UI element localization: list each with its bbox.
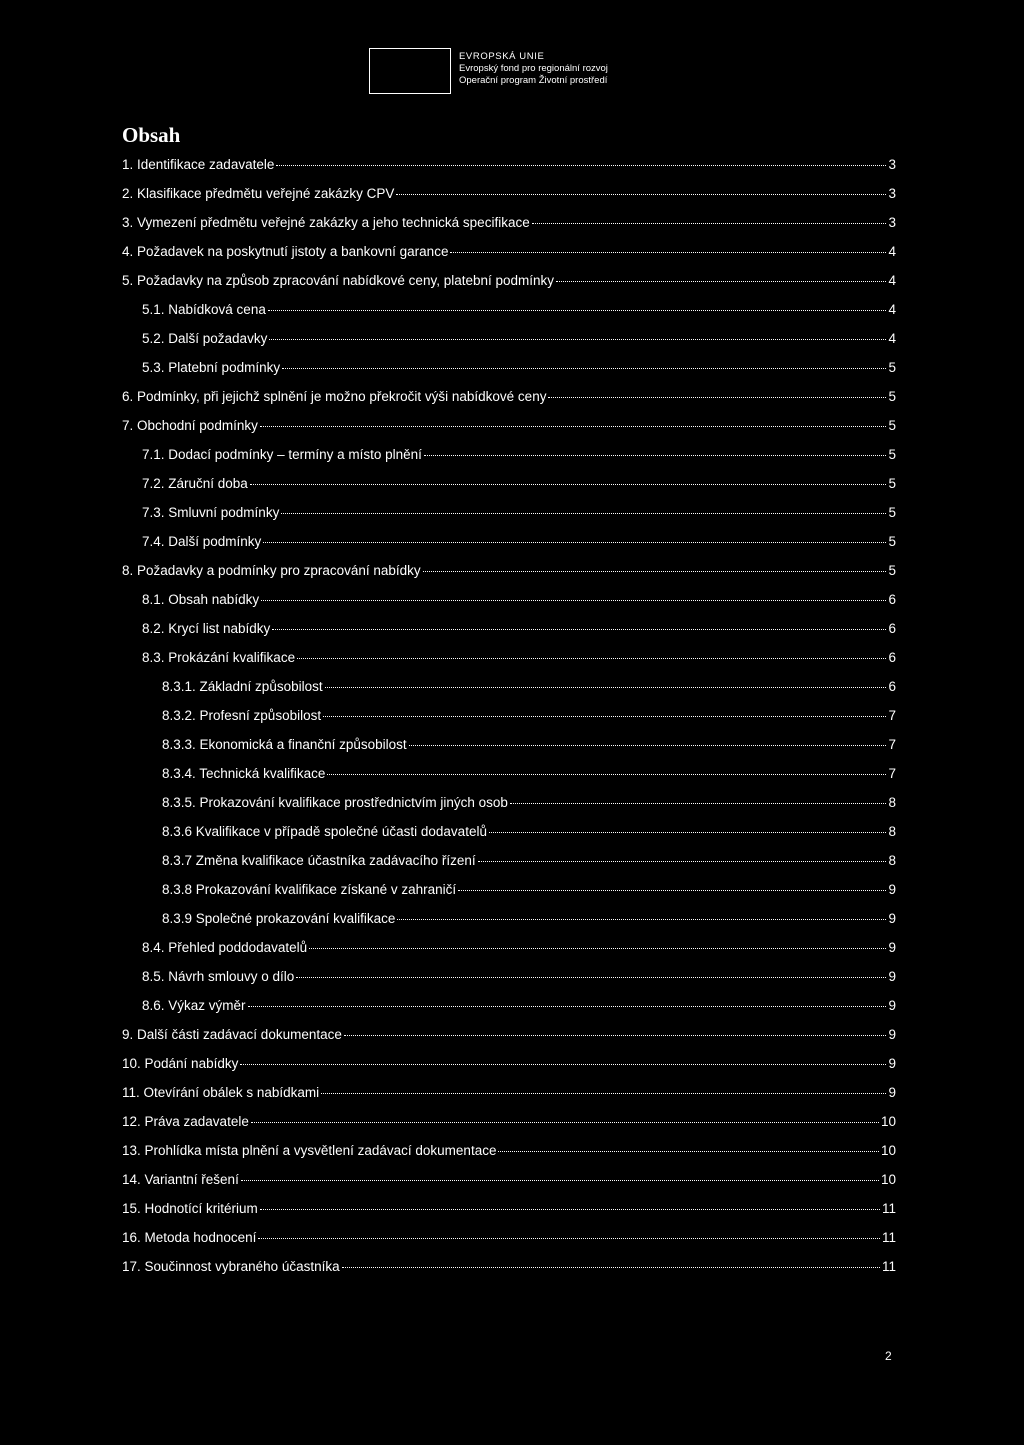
toc-dot-leader (498, 1150, 879, 1152)
toc-entry-title: 10. Podání nabídky (122, 1056, 239, 1071)
toc-dot-leader (263, 541, 886, 543)
toc-entry-page: 3 (888, 215, 896, 230)
toc-entry-title: 15. Hodnotící kritérium (122, 1201, 258, 1216)
toc-entry-page: 10 (880, 1143, 896, 1158)
toc-dot-leader (323, 715, 886, 717)
toc-entry[interactable] (122, 411, 896, 440)
toc-dot-leader (458, 889, 886, 891)
eu-line-3: Operační program Životní prostředí (459, 75, 608, 86)
toc-entry[interactable] (122, 991, 896, 1020)
toc-dot-leader (424, 454, 887, 456)
toc-entry[interactable] (122, 1049, 896, 1078)
toc-entry[interactable] (122, 1165, 896, 1194)
toc-entry-page: 5 (888, 563, 896, 578)
toc-entry-title: 13. Prohlídka místa plnění a vysvětlení zadávací dokumentace (122, 1143, 497, 1158)
toc-entry-page: 11 (881, 1259, 896, 1274)
toc-entry-title: 6. Podmínky, při jejichž splnění je možno překročit výši nabídkové ceny (122, 389, 547, 404)
toc-dot-leader (269, 338, 886, 340)
toc-entry[interactable] (122, 875, 896, 904)
toc-dot-leader (327, 773, 886, 775)
toc-entry-page: 5 (888, 360, 896, 375)
toc-entry-page: 4 (888, 302, 896, 317)
toc-entry-page: 5 (888, 476, 896, 491)
toc-dot-leader (296, 976, 886, 978)
toc-dot-leader (556, 280, 886, 282)
toc-entry[interactable] (122, 933, 896, 962)
toc-dot-leader (489, 831, 887, 833)
toc-entry-title: 8.3.2. Profesní způsobilost (162, 708, 322, 723)
toc-entry[interactable] (122, 1020, 896, 1049)
toc-entry[interactable] (122, 527, 896, 556)
page-number: 2 (885, 1349, 892, 1363)
toc-entry-title: 8.3.7 Změna kvalifikace účastníka zadávacího řízení (162, 853, 476, 868)
toc-dot-leader (276, 164, 886, 166)
toc-entry[interactable] (122, 904, 896, 933)
toc-entry[interactable] (122, 817, 896, 846)
toc-dot-leader (241, 1179, 879, 1181)
toc-entry-title: 5.1. Nabídková cena (142, 302, 266, 317)
eu-flag-logo (369, 48, 451, 94)
toc-entry-page: 4 (888, 331, 896, 346)
toc-entry[interactable] (122, 353, 896, 382)
toc-dot-leader (268, 309, 887, 311)
toc-entry-page: 6 (888, 621, 896, 636)
toc-entry-page: 5 (888, 447, 896, 462)
toc-entry[interactable] (122, 208, 896, 237)
toc-dot-leader (309, 947, 886, 949)
toc-entry-title: 8.3.3. Ekonomická a finanční způsobilost (162, 737, 407, 752)
toc-dot-leader (251, 1121, 879, 1123)
toc-dot-leader (261, 599, 886, 601)
toc-entry[interactable] (122, 1107, 896, 1136)
toc-entry[interactable] (122, 498, 896, 527)
toc-entry-page: 11 (881, 1230, 896, 1245)
toc-dot-leader (397, 918, 886, 920)
toc-entry-page: 5 (888, 418, 896, 433)
toc-entry[interactable] (122, 469, 896, 498)
toc-entry[interactable] (122, 962, 896, 991)
toc-entry-title: 7.2. Záruční doba (142, 476, 248, 491)
eu-line-2: Evropský fond pro regionální rozvoj (459, 63, 608, 74)
toc-entry-page: 3 (888, 186, 896, 201)
toc-entry-title: 8.5. Návrh smlouvy o dílo (142, 969, 295, 984)
toc-entry-title: 9. Další části zadávací dokumentace (122, 1027, 342, 1042)
toc-heading: Obsah (122, 123, 181, 147)
toc-entry-page: 7 (888, 766, 896, 781)
toc-entry-page: 7 (888, 737, 896, 752)
toc-entry-title: 7.3. Smluvní podmínky (142, 505, 280, 520)
toc-entry-page: 9 (888, 882, 896, 897)
toc-entry[interactable] (122, 1252, 896, 1281)
toc-entry-title: 8.3.6 Kvalifikace v případě společné účasti dodavatelů (162, 824, 487, 839)
toc-entry-title: 16. Metoda hodnocení (122, 1230, 257, 1245)
toc-entry-page: 10 (880, 1114, 896, 1129)
toc-entry-page: 3 (888, 157, 896, 172)
toc-entry-title: 5.2. Další požadavky (142, 331, 268, 346)
toc-dot-leader (478, 860, 887, 862)
toc-entry[interactable] (122, 440, 896, 469)
toc-entry-title: 12. Práva zadavatele (122, 1114, 249, 1129)
toc-entry[interactable] (122, 1078, 896, 1107)
toc-entry-title: 2. Klasifikace předmětu veřejné zakázky CPV (122, 186, 395, 201)
toc-entry-page: 7 (888, 708, 896, 723)
toc-dot-leader (258, 1237, 880, 1239)
toc-entry-page: 4 (888, 273, 896, 288)
toc-entry-page: 5 (888, 534, 896, 549)
toc-entry-page: 5 (888, 389, 896, 404)
toc-entry[interactable] (122, 730, 896, 759)
toc-entry-page: 8 (888, 795, 896, 810)
toc-entry-title: 8.3.4. Technická kvalifikace (162, 766, 326, 781)
toc-entry-page: 9 (888, 940, 896, 955)
toc-dot-leader (240, 1063, 886, 1065)
toc-entry[interactable] (122, 614, 896, 643)
toc-entry-title: 8. Požadavky a podmínky pro zpracování nabídky (122, 563, 421, 578)
toc-entry-page: 8 (888, 853, 896, 868)
toc-entry[interactable] (122, 324, 896, 353)
toc-dot-leader (321, 1092, 886, 1094)
toc-dot-leader (450, 251, 886, 253)
toc-entry[interactable] (122, 382, 896, 411)
toc-dot-leader (248, 1005, 887, 1007)
toc-entry-title: 8.2. Krycí list nabídky (142, 621, 271, 636)
toc-entry-page: 9 (888, 969, 896, 984)
table-of-contents (122, 150, 896, 1281)
toc-entry-title: 4. Požadavek na poskytnutí jistoty a bankovní garance (122, 244, 449, 259)
toc-entry-title: 14. Variantní řešení (122, 1172, 239, 1187)
toc-entry-title: 8.1. Obsah nabídky (142, 592, 260, 607)
toc-entry[interactable] (122, 788, 896, 817)
toc-entry-title: 1. Identifikace zadavatele (122, 157, 275, 172)
toc-entry-page: 4 (888, 244, 896, 259)
toc-entry[interactable] (122, 179, 896, 208)
toc-dot-leader (250, 483, 887, 485)
toc-entry-title: 7.1. Dodací podmínky – termíny a místo plnění (142, 447, 422, 462)
toc-entry[interactable] (122, 556, 896, 585)
toc-entry-title: 7. Obchodní podmínky (122, 418, 258, 433)
toc-dot-leader (260, 1208, 880, 1210)
toc-dot-leader (510, 802, 887, 804)
toc-dot-leader (342, 1266, 880, 1268)
toc-dot-leader (532, 222, 887, 224)
toc-dot-leader (282, 367, 886, 369)
toc-entry[interactable] (122, 237, 896, 266)
toc-entry-page: 9 (888, 1085, 896, 1100)
toc-dot-leader (396, 193, 886, 195)
toc-entry[interactable] (122, 701, 896, 730)
toc-entry-title: 17. Součinnost vybraného účastníka (122, 1259, 340, 1274)
toc-dot-leader (272, 628, 886, 630)
toc-dot-leader (297, 657, 886, 659)
toc-entry[interactable] (122, 1136, 896, 1165)
toc-entry-page: 9 (888, 911, 896, 926)
toc-entry-page: 5 (888, 505, 896, 520)
toc-entry-page: 10 (880, 1172, 896, 1187)
toc-dot-leader (281, 512, 886, 514)
toc-dot-leader (548, 396, 886, 398)
toc-entry-title: 3. Vymezení předmětu veřejné zakázky a jeho technická specifikace (122, 215, 530, 230)
toc-entry-title: 8.3.5. Prokazování kvalifikace prostřednictvím jiných osob (162, 795, 508, 810)
toc-entry-title: 5.3. Platební podmínky (142, 360, 281, 375)
toc-entry[interactable] (122, 759, 896, 788)
toc-entry-page: 8 (888, 824, 896, 839)
toc-entry-page: 6 (888, 592, 896, 607)
eu-line-1: EVROPSKÁ UNIE (459, 51, 545, 62)
toc-entry-title: 8.3.8 Prokazování kvalifikace získané v zahraničí (162, 882, 457, 897)
toc-entry-title: 8.3.1. Základní způsobilost (162, 679, 323, 694)
toc-entry-title: 8.3. Prokázání kvalifikace (142, 650, 296, 665)
toc-entry-page: 9 (888, 1056, 896, 1071)
toc-entry[interactable] (122, 1223, 896, 1252)
toc-entry-page: 9 (888, 998, 896, 1013)
toc-entry[interactable] (122, 643, 896, 672)
toc-entry-page: 6 (888, 679, 896, 694)
toc-entry[interactable] (122, 672, 896, 701)
toc-entry-page: 6 (888, 650, 896, 665)
toc-entry[interactable] (122, 1194, 896, 1223)
toc-entry[interactable] (122, 295, 896, 324)
toc-entry-title: 8.4. Přehled poddodavatelů (142, 940, 308, 955)
toc-entry[interactable] (122, 846, 896, 875)
toc-dot-leader (409, 744, 887, 746)
toc-entry-title: 8.6. Výkaz výměr (142, 998, 246, 1013)
toc-dot-leader (260, 425, 887, 427)
toc-entry[interactable] (122, 150, 896, 179)
toc-entry-title: 8.3.9 Společné prokazování kvalifikace (162, 911, 396, 926)
toc-entry-title: 7.4. Další podmínky (142, 534, 262, 549)
toc-entry-page: 11 (881, 1201, 896, 1216)
toc-entry[interactable] (122, 585, 896, 614)
toc-dot-leader (423, 570, 887, 572)
toc-entry[interactable] (122, 266, 896, 295)
toc-entry-title: 5. Požadavky na způsob zpracování nabídkové ceny, platební podmínky (122, 273, 555, 288)
toc-entry-title: 11. Otevírání obálek s nabídkami (122, 1085, 320, 1100)
toc-dot-leader (344, 1034, 887, 1036)
toc-dot-leader (325, 686, 887, 688)
eu-text-block (459, 51, 719, 87)
toc-entry-page: 9 (888, 1027, 896, 1042)
